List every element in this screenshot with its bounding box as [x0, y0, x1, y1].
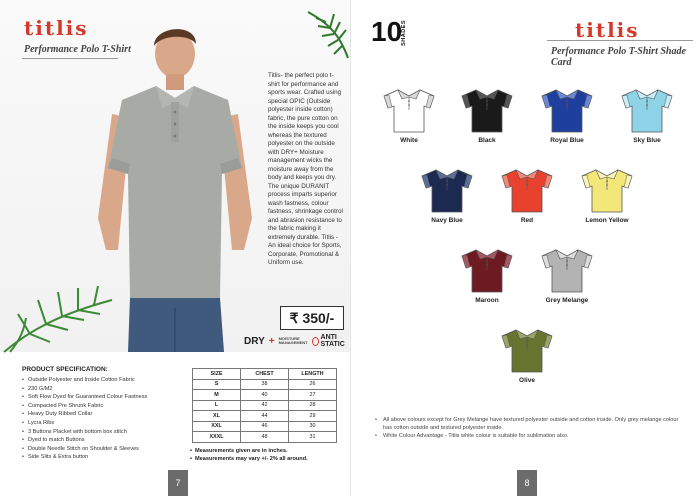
column-header-size: SIZE — [193, 369, 241, 380]
spec-item: • Compacted Pre Shrunk Fabric — [22, 402, 147, 411]
spec-item: • 230 G/M2 — [22, 385, 147, 394]
table-row — [193, 390, 337, 401]
shade-swatch — [567, 166, 647, 224]
cell-chest: 42 — [241, 400, 289, 411]
model-wearing-grey-polo — [92, 18, 258, 352]
table-row — [193, 400, 337, 411]
polo-shirt-icon — [620, 86, 674, 134]
cell-length: 27 — [289, 390, 337, 401]
page-number: 8 — [517, 470, 537, 496]
shade-name-label: Sky Blue — [633, 137, 661, 144]
cell-size: XL — [193, 411, 241, 422]
shade-swatch — [527, 86, 607, 144]
column-header-length: LENGTH — [289, 369, 337, 380]
brand-logo: titlis — [575, 18, 640, 42]
feature-badges — [244, 334, 350, 348]
cell-size: XXL — [193, 421, 241, 432]
table-row — [193, 421, 337, 432]
polo-shirt-icon — [382, 86, 436, 134]
shade-swatch — [527, 246, 607, 304]
page-number: 7 — [168, 470, 188, 496]
note-item: • Measurements may vary +/- 2% all around. — [190, 456, 308, 464]
shade-name-label: Navy Blue — [431, 217, 463, 224]
dry-sub-line1: MOISTURE — [278, 335, 300, 341]
brand-logo: titlis — [24, 16, 89, 40]
shade-name-label: Royal Blue — [550, 137, 584, 144]
spec-item: • 3 Buttons Placket with bottom box stitch — [22, 428, 147, 437]
shade-name-label: Grey Melange — [545, 297, 589, 304]
cell-length: 29 — [289, 411, 337, 422]
cell-size: L — [193, 400, 241, 411]
shade-swatch — [407, 166, 487, 224]
spec-item: • Dyed to match Buttons — [22, 436, 147, 445]
cell-chest: 40 — [241, 390, 289, 401]
spec-item: • Lycra Ribs — [22, 419, 147, 428]
moisture-management-label — [279, 337, 308, 346]
measurement-notes — [190, 448, 308, 463]
tagline-rule — [547, 40, 693, 41]
polo-shirt-icon — [540, 246, 594, 294]
cell-chest: 48 — [241, 432, 289, 443]
polo-shirt-icon — [460, 246, 514, 294]
cell-length: 26 — [289, 379, 337, 390]
spec-list — [22, 376, 147, 462]
table-row — [193, 379, 337, 390]
note-item: • Measurements given are in inches. — [190, 448, 308, 456]
polo-shirt-icon — [420, 166, 474, 214]
cell-chest: 44 — [241, 411, 289, 422]
cell-chest: 38 — [241, 379, 289, 390]
palm-leaf-top-right — [300, 6, 350, 62]
table-header-row — [193, 369, 337, 380]
price-tag: ₹ 350/- — [280, 306, 344, 330]
shade-swatch — [487, 166, 567, 224]
shade-swatch — [369, 86, 449, 144]
spec-item: • Outside Polyester and Inside Cotton Fabric — [22, 376, 147, 385]
anti-static-icon — [312, 337, 319, 346]
product-tagline: Performance Polo T-Shirt — [24, 44, 131, 55]
size-chart-table — [192, 368, 337, 443]
spec-title: PRODUCT SPECIFICATION: — [22, 366, 108, 373]
cell-size: M — [193, 390, 241, 401]
dry-plus-icon: + — [268, 335, 275, 347]
cell-size: S — [193, 379, 241, 390]
catalog-page-right — [350, 0, 700, 496]
table-row — [193, 411, 337, 422]
shades-count: 10 — [371, 16, 403, 47]
anti-static-badge — [312, 334, 350, 348]
cell-length: 30 — [289, 421, 337, 432]
shade-card-tagline: Performance Polo T-Shirt Shade Card — [551, 46, 686, 68]
shades-label: SHADES — [401, 20, 407, 46]
polo-shirt-icon — [500, 326, 554, 374]
shade-swatch — [607, 86, 687, 144]
shade-name-label: Red — [520, 217, 534, 224]
shade-footnotes — [375, 416, 685, 440]
cell-chest: 46 — [241, 421, 289, 432]
footnote-item: • All above colours except for Grey Melange have textured polyester outside and cotton inside. Only grey melange colour has cotton outside and textured polyester inside. — [375, 416, 685, 432]
shade-name-label: Black — [478, 137, 496, 144]
shade-swatch — [447, 246, 527, 304]
dry-sub-line2: MANAGEMENT — [278, 340, 308, 345]
polo-shirt-icon — [580, 166, 634, 214]
polo-shirt-icon — [460, 86, 514, 134]
polo-shirt-icon — [540, 86, 594, 134]
shade-name-label: Lemon Yellow — [585, 217, 629, 224]
column-header-chest: CHEST — [241, 369, 289, 380]
dry-logo: DRY — [244, 335, 265, 347]
shade-name-label: Maroon — [475, 297, 499, 304]
footnote-item: • White Colour Advantage - Titlis white colour is suitable for sublimation also. — [375, 432, 685, 440]
cell-size: XXXL — [193, 432, 241, 443]
spec-item: • Soft Flow Dyed for Guaranteed Colour Fastness — [22, 393, 147, 402]
cell-length: 31 — [289, 432, 337, 443]
polo-shirt-icon — [500, 166, 554, 214]
shade-name-label: Olive — [519, 377, 535, 384]
spec-item: • Double Needle Stitch on Shoulder & Sleeves — [22, 445, 147, 454]
cell-length: 28 — [289, 400, 337, 411]
shade-swatch — [447, 86, 527, 144]
spec-item: • Heavy Duty Ribbed Collar — [22, 410, 147, 419]
shade-swatch — [487, 326, 567, 384]
anti-static-label: ANTI STATIC — [320, 334, 345, 348]
table-row — [193, 432, 337, 443]
shade-name-label: White — [400, 137, 418, 144]
product-description: Titlis- the perfect polo t-shirt for performance and sports wear. Crafted using special OPIC (Outside polyester inside cotton) fabric, the pure cotton on the inside keeps you cool whereas the textured polyester on the outside with DRY+ Moisture management wicks the moisture away from the body and keeps you dry. The unique DURANIT process imparts superior wash fastness, colour fastness, shrinkage control and abrasion resistance to the fabric making it extremely durable. Titlis - An ideal choice for Sports, Corporate, Promotional & Uniform use. — [268, 72, 343, 266]
spec-item: • Side Slits & Extra button — [22, 453, 147, 462]
